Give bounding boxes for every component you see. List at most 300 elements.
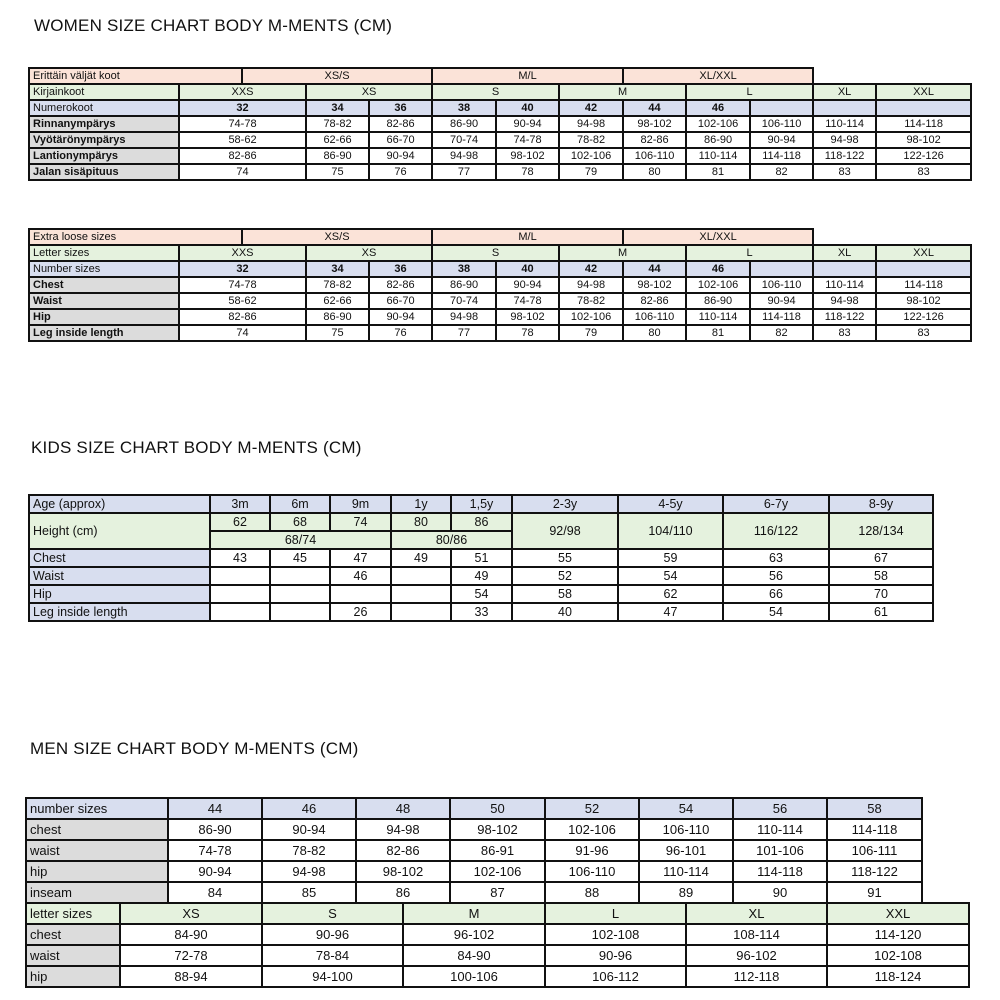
measurement-value: 47 [618,603,723,621]
number-size: 46 [686,100,750,116]
height-cell: 104/110 [618,513,723,549]
age-cell: 1,5y [451,495,512,513]
group-header: XS/S [242,229,432,245]
measurement-value: 83 [813,164,876,180]
measurement-value: 110-114 [686,148,750,164]
measurement-value: 82-86 [369,116,432,132]
measurement-row [29,585,933,603]
measurement-row [29,164,971,180]
height-combined-cell: 80/86 [391,531,512,549]
measurement-value: 47 [330,549,391,567]
height-combined-cell: 68/74 [210,531,391,549]
measurement-value: 106-110 [545,861,639,882]
measurement-value: 55 [512,549,618,567]
measurement-value: 62-66 [306,132,369,148]
measurement-value: 33 [451,603,512,621]
measurement-value: 70-74 [432,293,496,309]
measurement-row [29,132,971,148]
measurement-value: 106-112 [545,966,686,987]
height-cell: 68 [270,513,330,531]
height-cell: 128/134 [829,513,933,549]
measurement-row [29,148,971,164]
measurement-value: 76 [369,325,432,341]
measurement-value: 45 [270,549,330,567]
group-label: Extra loose sizes [29,229,242,245]
measurement-row [26,861,969,882]
measurement-value: 106-110 [623,309,686,325]
measurement-value [391,567,451,585]
measurement-value: 90-94 [168,861,262,882]
letter-size: L [686,84,813,100]
measurement-value: 90-94 [750,132,813,148]
measurement-value: 110-114 [686,309,750,325]
letter-size: XXL [876,245,971,261]
measurement-value: 94-98 [262,861,356,882]
measurement-value: 76 [369,164,432,180]
measurement-value: 118-122 [813,148,876,164]
measurement-value: 110-114 [813,116,876,132]
empty-cell [922,798,969,819]
number-size: 58 [827,798,922,819]
empty-cell [922,861,969,882]
measurement-value: 98-102 [623,116,686,132]
measurement-value: 83 [876,325,971,341]
measurement-value: 63 [723,549,829,567]
measurement-value: 74 [179,164,306,180]
measurement-value: 94-98 [559,277,623,293]
measurement-value: 83 [813,325,876,341]
measurement-value: 102-106 [686,116,750,132]
measurement-label: Hip [29,309,179,325]
measurement-value: 94-98 [813,293,876,309]
measurement-value: 86-90 [432,116,496,132]
measurement-label: waist [26,945,120,966]
empty-cell [922,840,969,861]
number-size: 46 [262,798,356,819]
measurement-value: 98-102 [450,819,545,840]
age-cell: 9m [330,495,391,513]
letter-size: XL [813,245,876,261]
number-sizes-label: number sizes [26,798,168,819]
number-size: 38 [432,100,496,116]
measurement-value: 102-106 [559,309,623,325]
age-cell: 3m [210,495,270,513]
number-size [876,261,971,277]
measurement-value: 101-106 [733,840,827,861]
measurement-value: 43 [210,549,270,567]
letter-size-row [26,903,969,924]
age-cell: 8-9y [829,495,933,513]
measurement-value: 78-84 [262,945,403,966]
age-label: Age (approx) [29,495,210,513]
measurement-value: 86-90 [686,132,750,148]
measurement-value: 79 [559,325,623,341]
measurement-value: 40 [512,603,618,621]
letter-size: XL [686,903,827,924]
measurement-value: 74-78 [179,116,306,132]
number-size: 34 [306,100,369,116]
kids-size-table [28,494,934,622]
measurement-value [270,585,330,603]
letter-size: XS [120,903,262,924]
measurement-row [29,567,933,585]
measurement-value: 78 [496,164,559,180]
measurement-label: Hip [29,585,210,603]
measurement-row [26,840,969,861]
measurement-value: 74 [179,325,306,341]
measurement-value: 81 [686,325,750,341]
measurement-value: 86-90 [686,293,750,309]
measurement-value: 102-106 [450,861,545,882]
measurement-value: 62-66 [306,293,369,309]
measurement-row [26,882,969,903]
measurement-value: 74-78 [496,293,559,309]
measurement-value: 89 [639,882,733,903]
number-size: 44 [168,798,262,819]
measurement-value: 98-102 [876,132,971,148]
measurement-label: Waist [29,293,179,309]
measurement-value: 78-82 [559,132,623,148]
measurement-value: 51 [451,549,512,567]
letter-label: Kirjainkoot [29,84,179,100]
measurement-value: 102-108 [545,924,686,945]
measurement-value: 100-106 [403,966,545,987]
measurement-value: 114-118 [876,277,971,293]
measurement-value: 83 [876,164,971,180]
number-size: 32 [179,100,306,116]
measurement-label: Leg inside length [29,325,179,341]
measurement-label: Vyötärönympärys [29,132,179,148]
measurement-value: 66-70 [369,293,432,309]
number-size [813,100,876,116]
measurement-value: 118-124 [827,966,969,987]
measurement-value [210,567,270,585]
measurement-row [26,966,969,987]
number-size: 54 [639,798,733,819]
measurement-value: 114-118 [733,861,827,882]
measurement-value: 122-126 [876,309,971,325]
measurement-value: 67 [829,549,933,567]
measurement-label: hip [26,966,120,987]
measurement-value: 54 [451,585,512,603]
measurement-value: 81 [686,164,750,180]
age-cell: 1y [391,495,451,513]
number-size: 46 [686,261,750,277]
measurement-value: 82-86 [369,277,432,293]
group-header: XL/XXL [623,68,813,84]
measurement-row [26,945,969,966]
measurement-value: 86-90 [306,148,369,164]
kids-heading: KIDS SIZE CHART BODY M-MENTS (CM) [31,438,362,457]
measurement-value: 84-90 [403,945,545,966]
measurement-value: 84 [168,882,262,903]
measurement-value: 54 [618,567,723,585]
measurement-value: 90 [733,882,827,903]
measurement-label: inseam [26,882,168,903]
measurement-value: 78-82 [559,293,623,309]
number-size: 36 [369,261,432,277]
women-size-table-finnish [28,67,972,181]
measurement-value: 90-94 [369,148,432,164]
letter-size: XS [306,245,432,261]
group-label: Erittäin väljät koot [29,68,242,84]
measurement-value: 66-70 [369,132,432,148]
measurement-value: 106-110 [623,148,686,164]
height-cell: 86 [451,513,512,531]
letter-size: XXS [179,84,306,100]
measurement-value: 88 [545,882,639,903]
number-size: 48 [356,798,450,819]
measurement-value: 85 [262,882,356,903]
age-cell: 2-3y [512,495,618,513]
measurement-value: 86-91 [450,840,545,861]
measurement-row [29,116,971,132]
number-size: 44 [623,100,686,116]
measurement-value: 122-126 [876,148,971,164]
letter-size: XS [306,84,432,100]
measurement-value: 102-106 [545,819,639,840]
measurement-value: 70-74 [432,132,496,148]
number-size: 52 [545,798,639,819]
measurement-label: chest [26,924,120,945]
measurement-value: 98-102 [496,148,559,164]
letter-size: M [403,903,545,924]
number-size [750,100,813,116]
measurement-value: 106-110 [639,819,733,840]
measurement-value: 82 [750,164,813,180]
measurement-row [29,603,933,621]
age-cell: 6m [270,495,330,513]
letter-size: XXS [179,245,306,261]
measurement-value: 59 [618,549,723,567]
group-header: M/L [432,229,623,245]
measurement-value: 112-118 [686,966,827,987]
measurement-value: 114-118 [750,148,813,164]
empty-cell [922,819,969,840]
height-cell: 92/98 [512,513,618,549]
measurement-row [29,549,933,567]
measurement-value: 110-114 [733,819,827,840]
measurement-value: 118-122 [813,309,876,325]
measurement-value: 91-96 [545,840,639,861]
measurement-label: waist [26,840,168,861]
measurement-value: 82-86 [179,309,306,325]
age-cell: 4-5y [618,495,723,513]
measurement-value: 49 [451,567,512,585]
measurement-value: 58-62 [179,132,306,148]
measurement-value: 52 [512,567,618,585]
measurement-value: 90-96 [262,924,403,945]
measurement-value: 86-90 [306,309,369,325]
measurement-value: 74-78 [496,132,559,148]
measurement-value: 114-118 [876,116,971,132]
men-heading: MEN SIZE CHART BODY M-MENTS (CM) [30,739,359,758]
measurement-value: 70 [829,585,933,603]
measurement-label: Waist [29,567,210,585]
number-size: 56 [733,798,827,819]
measurement-label: Lantionympärys [29,148,179,164]
measurement-value: 94-100 [262,966,403,987]
measurement-row [29,325,971,341]
number-size [813,261,876,277]
measurement-value: 79 [559,164,623,180]
measurement-label: Chest [29,549,210,567]
measurement-value: 74-78 [179,277,306,293]
age-cell: 6-7y [723,495,829,513]
measurement-value: 82-86 [623,132,686,148]
letter-size: XL [813,84,876,100]
measurement-value: 102-106 [686,277,750,293]
measurement-value: 90-94 [262,819,356,840]
group-header: M/L [432,68,623,84]
measurement-value: 108-114 [686,924,827,945]
measurement-value: 90-96 [545,945,686,966]
measurement-value: 61 [829,603,933,621]
measurement-label: hip [26,861,168,882]
measurement-value: 84-90 [120,924,262,945]
number-size: 50 [450,798,545,819]
letter-size: XXL [827,903,969,924]
measurement-value: 94-98 [432,148,496,164]
measurement-label: Chest [29,277,179,293]
number-size: 40 [496,261,559,277]
measurement-value [210,603,270,621]
group-header: XS/S [242,68,432,84]
measurement-value: 62 [618,585,723,603]
measurement-value: 26 [330,603,391,621]
women-heading: WOMEN SIZE CHART BODY M-MENTS (CM) [34,16,393,35]
measurement-value: 46 [330,567,391,585]
letter-size: M [559,245,686,261]
women-size-table-english [28,228,972,342]
measurement-value: 98-102 [356,861,450,882]
measurement-value: 94-98 [559,116,623,132]
measurement-value [391,585,451,603]
letter-size: S [262,903,403,924]
measurement-label: Jalan sisäpituus [29,164,179,180]
letter-size: L [545,903,686,924]
measurement-value: 96-102 [403,924,545,945]
measurement-row [26,924,969,945]
number-size: 34 [306,261,369,277]
number-size: 38 [432,261,496,277]
measurement-value: 106-110 [750,277,813,293]
measurement-value: 66 [723,585,829,603]
measurement-value: 110-114 [639,861,733,882]
measurement-value: 74-78 [168,840,262,861]
height-cell: 74 [330,513,391,531]
number-size: 42 [559,261,623,277]
measurement-value: 82-86 [179,148,306,164]
height-cell: 116/122 [723,513,829,549]
measurement-value: 75 [306,325,369,341]
measurement-value: 72-78 [120,945,262,966]
measurement-value: 77 [432,164,496,180]
measurement-value [330,585,391,603]
measurement-value: 90-94 [369,309,432,325]
measurement-row [29,293,971,309]
measurement-value: 56 [723,567,829,585]
letter-size: S [432,245,559,261]
measurement-value: 58-62 [179,293,306,309]
measurement-value: 78-82 [306,116,369,132]
measurement-value: 94-98 [432,309,496,325]
measurement-value: 82 [750,325,813,341]
measurement-value: 75 [306,164,369,180]
measurement-value: 80 [623,164,686,180]
measurement-value: 114-120 [827,924,969,945]
measurement-value: 94-98 [356,819,450,840]
number-size [750,261,813,277]
measurement-value: 58 [512,585,618,603]
measurement-value [391,603,451,621]
measurement-value: 106-110 [750,116,813,132]
number-size-row [29,100,971,116]
empty-cell [813,68,971,84]
measurement-value: 86-90 [168,819,262,840]
measurement-value: 94-98 [813,132,876,148]
measurement-value [270,603,330,621]
letter-size: XXL [876,84,971,100]
height-cell: 62 [210,513,270,531]
letter-sizes-label: letter sizes [26,903,120,924]
empty-cell [922,882,969,903]
letter-size: S [432,84,559,100]
number-size: 44 [623,261,686,277]
measurement-value: 98-102 [623,277,686,293]
number-size: 40 [496,100,559,116]
measurement-row [29,277,971,293]
number-size: 36 [369,100,432,116]
number-label: Number sizes [29,261,179,277]
measurement-row [26,819,969,840]
height-label: Height (cm) [29,513,210,549]
measurement-label: chest [26,819,168,840]
letter-label: Letter sizes [29,245,179,261]
measurement-value: 82-86 [356,840,450,861]
measurement-value: 86 [356,882,450,903]
measurement-value: 86-90 [432,277,496,293]
empty-cell [813,229,971,245]
measurement-label: Leg inside length [29,603,210,621]
measurement-value: 90-94 [496,277,559,293]
measurement-value: 78 [496,325,559,341]
number-size [876,100,971,116]
measurement-value: 49 [391,549,451,567]
measurement-value: 87 [450,882,545,903]
measurement-value: 80 [623,325,686,341]
measurement-value: 82-86 [623,293,686,309]
measurement-value: 58 [829,567,933,585]
measurement-value: 78-82 [306,277,369,293]
measurement-value: 96-101 [639,840,733,861]
measurement-label: Rinnanympärys [29,116,179,132]
measurement-value: 118-122 [827,861,922,882]
measurement-value: 91 [827,882,922,903]
measurement-value: 106-111 [827,840,922,861]
measurement-value: 78-82 [262,840,356,861]
men-size-table [25,797,970,988]
letter-size: M [559,84,686,100]
measurement-value: 114-118 [827,819,922,840]
measurement-value: 102-108 [827,945,969,966]
measurement-value: 98-102 [496,309,559,325]
measurement-value: 88-94 [120,966,262,987]
measurement-value: 98-102 [876,293,971,309]
number-label: Numerokoot [29,100,179,116]
measurement-value: 90-94 [496,116,559,132]
height-cell: 80 [391,513,451,531]
